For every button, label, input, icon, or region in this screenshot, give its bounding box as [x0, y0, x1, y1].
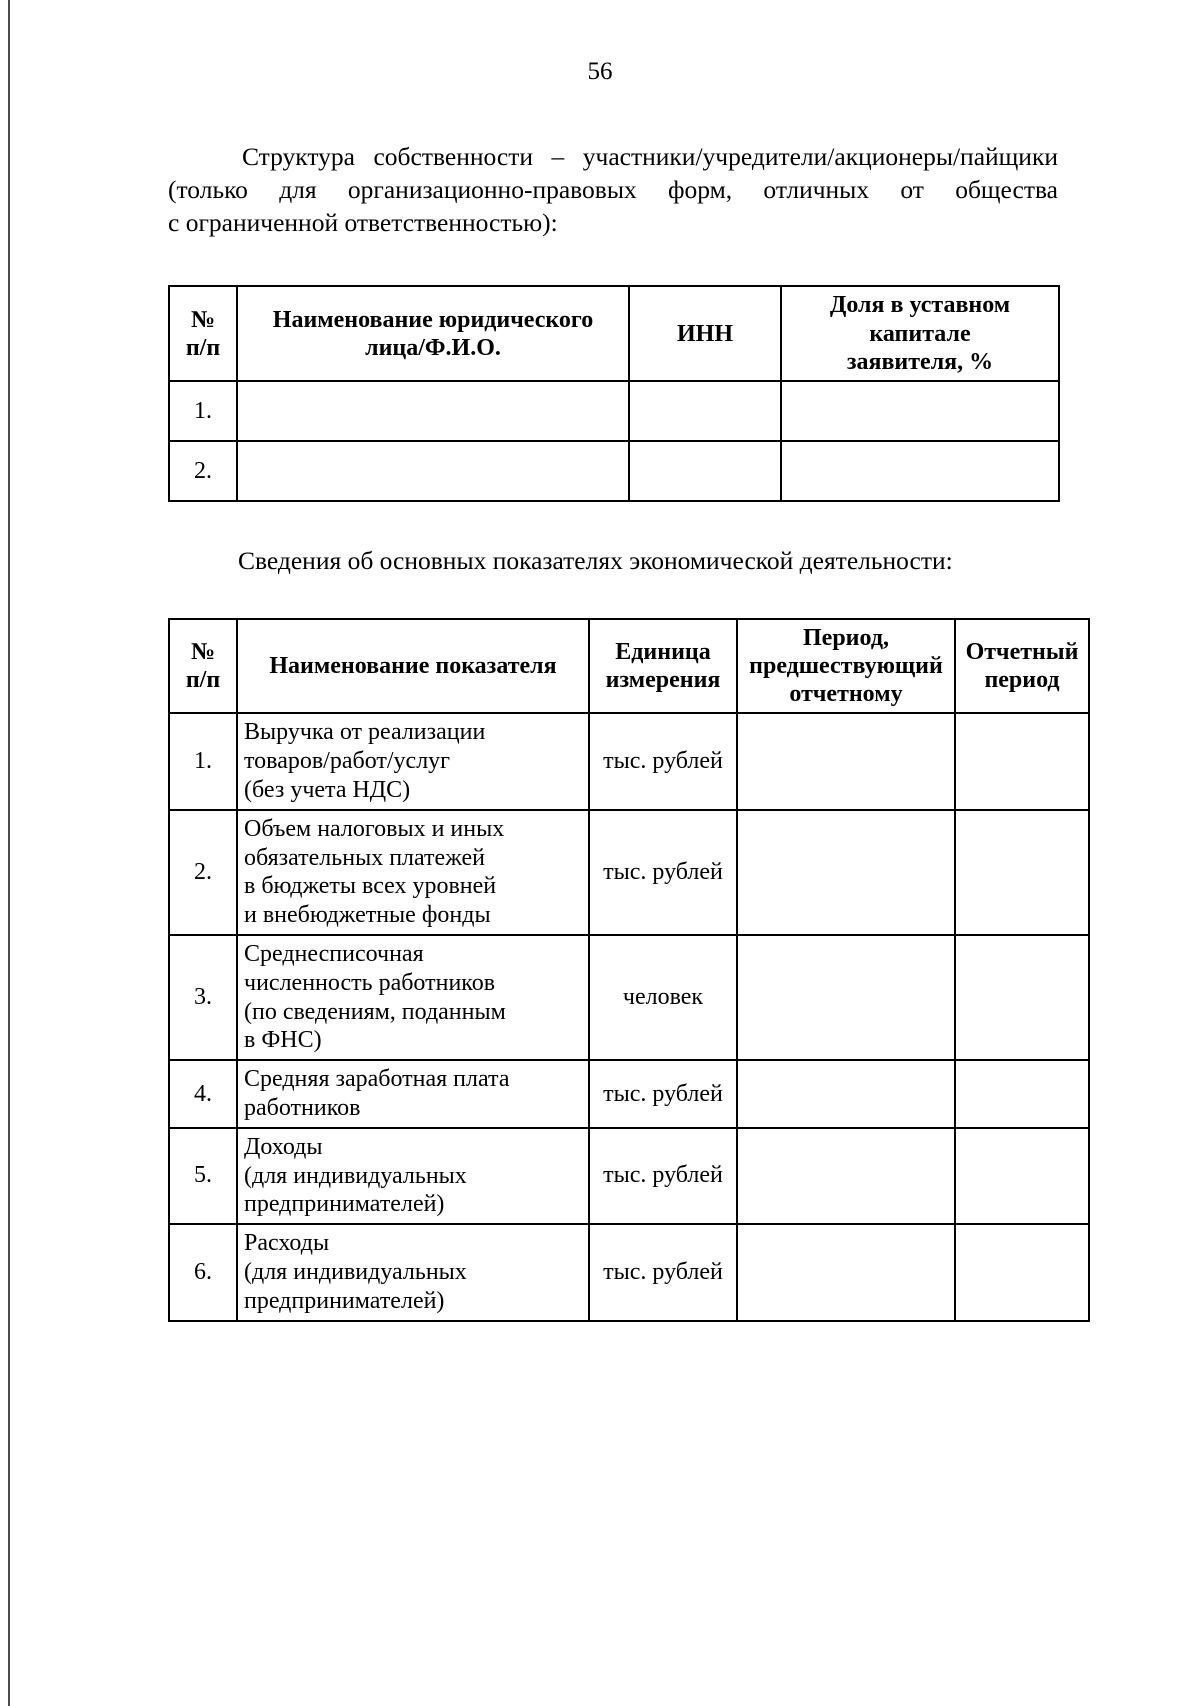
row-unit: тыс. рублей: [589, 713, 737, 809]
row-unit: тыс. рублей: [589, 1128, 737, 1224]
intro-paragraph: [168, 140, 1058, 206]
economic-indicators-table: [168, 618, 1090, 1322]
col-header-number: [169, 619, 237, 714]
row-number: 2.: [169, 441, 237, 501]
row-number: 1.: [169, 713, 237, 809]
col-header-indicator: Наименование показателя: [237, 619, 589, 714]
table-row: [169, 441, 1059, 501]
intro-paragraph-last-line: [168, 206, 1058, 239]
row-indicator-name: [237, 810, 589, 935]
indicator-line: в ФНС): [244, 1027, 322, 1054]
row-number: 6.: [169, 1224, 237, 1320]
ownership-structure-table: [168, 285, 1060, 502]
row-indicator-name: [237, 1128, 589, 1224]
row-reporting-period-field[interactable]: [955, 935, 1089, 1060]
indicator-line: Объем налоговых и иных: [244, 815, 505, 842]
table-row: [169, 810, 1089, 935]
indicator-line: (для индивидуальных: [244, 1258, 467, 1285]
table-row: [169, 1224, 1089, 1320]
table-row: [169, 381, 1059, 441]
row-previous-period-field[interactable]: [737, 810, 955, 935]
row-share-field[interactable]: [781, 381, 1059, 441]
col-header-number-line2: п/п: [185, 666, 221, 693]
indicator-line: Расходы: [244, 1230, 330, 1257]
row-reporting-period-field[interactable]: [955, 1224, 1089, 1320]
row-previous-period-field[interactable]: [737, 1224, 955, 1320]
intro-line-2: (только для организационно-правовых форм, отличных от общества: [168, 175, 1058, 205]
indicator-line: Выручка от реализации: [244, 719, 486, 746]
row-number: 4.: [169, 1060, 237, 1128]
indicator-line: и внебюджетные фонды: [244, 902, 491, 929]
indicator-line: Средняя заработная плата: [244, 1066, 510, 1093]
col-header-number: [169, 286, 237, 381]
col-header-share-line2: капитале: [869, 320, 971, 347]
col-header-number-line1: №: [190, 638, 216, 665]
row-unit: тыс. рублей: [589, 810, 737, 935]
col-header-unit: [589, 619, 737, 714]
indicator-line: товаров/работ/услуг: [244, 748, 451, 775]
intro-line-3: с ограниченной ответственностью):: [168, 208, 558, 238]
col-header-inn: ИНН: [629, 286, 781, 381]
indicator-line: численность работников: [244, 969, 496, 996]
col-header-share-line1: Доля в уставном: [829, 292, 1011, 319]
table-row: [169, 1060, 1089, 1128]
row-unit: тыс. рублей: [589, 1224, 737, 1320]
row-number: 5.: [169, 1128, 237, 1224]
col-header-unit-line1: Единица: [615, 638, 711, 665]
scan-edge-line: [8, 0, 10, 1706]
col-header-previous-period-line1: Период,: [803, 624, 889, 651]
col-header-share: [781, 286, 1059, 381]
row-indicator-name: [237, 1224, 589, 1320]
col-header-reporting-period-line2: период: [984, 666, 1060, 693]
row-reporting-period-field[interactable]: [955, 1128, 1089, 1224]
row-inn-field[interactable]: [629, 381, 781, 441]
row-indicator-name: [237, 935, 589, 1060]
row-indicator-name: [237, 1060, 589, 1128]
row-previous-period-field[interactable]: [737, 713, 955, 809]
row-unit: тыс. рублей: [589, 1060, 737, 1128]
row-reporting-period-field[interactable]: [955, 810, 1089, 935]
row-number: 2.: [169, 810, 237, 935]
intro-line-1: Структура собственности – участники/учредители/акционеры/пайщики: [242, 142, 1058, 171]
indicator-line: в бюджеты всех уровней: [244, 873, 497, 900]
row-unit: человек: [589, 935, 737, 1060]
indicator-line: Среднесписочная: [244, 941, 424, 968]
row-reporting-period-field[interactable]: [955, 713, 1089, 809]
page-content: [168, 140, 1079, 1322]
col-header-number-line2: п/п: [185, 334, 221, 361]
col-header-number-line1: №: [190, 306, 216, 333]
row-indicator-name: [237, 713, 589, 809]
col-header-previous-period-line3: отчетному: [789, 681, 903, 708]
col-header-previous-period-line2: предшествующий: [749, 652, 943, 679]
col-header-reporting-period-line1: Отчетный: [965, 638, 1079, 665]
col-header-previous-period: [737, 619, 955, 714]
row-previous-period-field[interactable]: [737, 1060, 955, 1128]
indicator-line: обязательных платежей: [244, 844, 485, 871]
col-header-unit-line2: измерения: [605, 666, 721, 693]
row-previous-period-field[interactable]: [737, 935, 955, 1060]
page-number: 56: [587, 58, 613, 85]
indicator-line: (без учета НДС): [244, 777, 411, 804]
row-number: 3.: [169, 935, 237, 1060]
indicator-line: (для индивидуальных: [244, 1162, 467, 1189]
col-header-reporting-period: [955, 619, 1089, 714]
indicator-line: работников: [244, 1095, 361, 1121]
table-row: [169, 713, 1089, 809]
row-entity-name-field[interactable]: [237, 441, 629, 501]
table-row: [169, 935, 1089, 1060]
indicator-line: предпринимателей): [244, 1287, 445, 1314]
economic-section-subtitle: Сведения об основных показателях экономической деятельности:: [238, 546, 953, 576]
indicator-line: Доходы: [244, 1133, 323, 1160]
table-header-row: [169, 286, 1059, 381]
indicator-line: (по сведениям, поданным: [244, 998, 506, 1025]
table-row: [169, 1128, 1089, 1224]
table-header-row: [169, 619, 1089, 714]
col-header-entity-name-line1: Наименование юридического: [272, 306, 594, 333]
row-previous-period-field[interactable]: [737, 1128, 955, 1224]
row-entity-name-field[interactable]: [237, 381, 629, 441]
col-header-share-line3: заявителя, %: [846, 349, 994, 376]
row-inn-field[interactable]: [629, 441, 781, 501]
spacer: [168, 502, 1058, 544]
row-reporting-period-field[interactable]: [955, 1060, 1089, 1128]
col-header-entity-name: [237, 286, 629, 381]
col-header-entity-name-line2: лица/Ф.И.О.: [365, 334, 501, 361]
row-number: 1.: [169, 381, 237, 441]
row-share-field[interactable]: [781, 441, 1059, 501]
indicator-line: предпринимателей): [244, 1191, 445, 1218]
